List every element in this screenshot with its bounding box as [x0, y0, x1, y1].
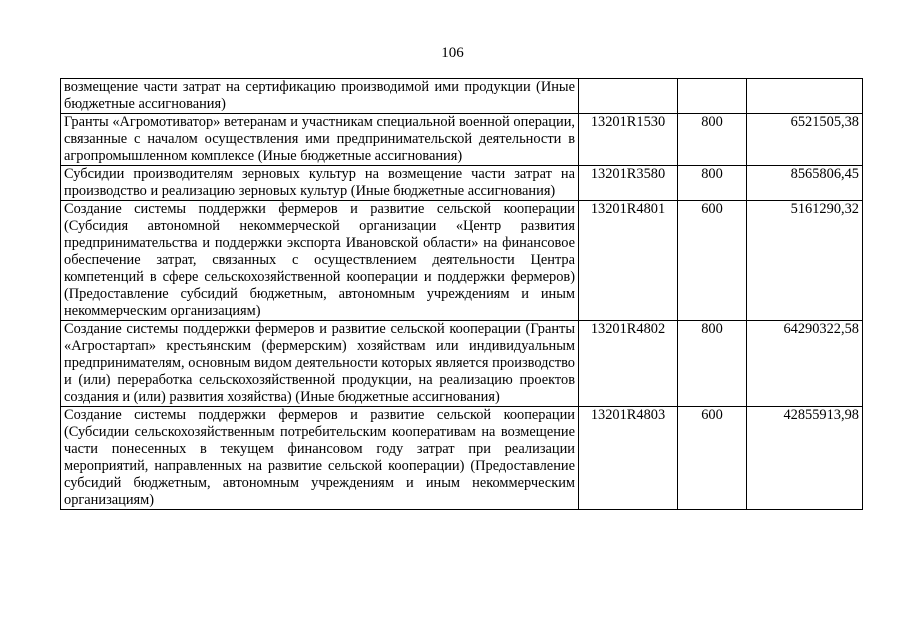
table-row	[61, 79, 863, 114]
table-row	[61, 201, 863, 321]
row-target-code	[579, 79, 678, 114]
row-description: Создание системы поддержки фермеров и развитие сельской кооперации (Субсидия автономной некоммерческой организации «Центр развития предпринимательства и поддержки экспорта Ивановской области» на финансовое обеспечение затрат, связанных с осуществлением деятельности Центра компетенций в сфере сельскохозяйственной кооперации и поддержки фермеров) (Предоставление субсидий бюджетным, автономным учреждениям и иным некоммерческим организациям)	[61, 201, 579, 321]
table-row	[61, 407, 863, 510]
row-amount: 6521505,38	[747, 114, 863, 166]
row-target-code: 13201R1530	[579, 114, 678, 166]
budget-allocation-table	[60, 78, 863, 510]
row-amount	[747, 79, 863, 114]
row-description: Субсидии производителям зерновых культур на возмещение части затрат на производство и реализацию зерновых культур (Иные бюджетные ассигнования)	[61, 166, 579, 201]
row-expense-type: 800	[678, 114, 747, 166]
table-row	[61, 114, 863, 166]
row-amount: 64290322,58	[747, 321, 863, 407]
row-expense-type: 600	[678, 201, 747, 321]
row-expense-type: 600	[678, 407, 747, 510]
table-row	[61, 321, 863, 407]
row-target-code: 13201R3580	[579, 166, 678, 201]
row-expense-type: 800	[678, 166, 747, 201]
row-target-code: 13201R4803	[579, 407, 678, 510]
row-target-code: 13201R4801	[579, 201, 678, 321]
row-description: Гранты «Агромотиватор» ветеранам и участникам специальной военной операции, связанные с началом осуществления ими предпринимательской деятельности в агропромышленном комплексе (Иные бюджетные ассигнования)	[61, 114, 579, 166]
page-number: 106	[441, 45, 464, 61]
row-amount: 5161290,32	[747, 201, 863, 321]
row-target-code: 13201R4802	[579, 321, 678, 407]
row-description: Создание системы поддержки фермеров и развитие сельской кооперации (Гранты «Агростартап» крестьянским (фермерским) хозяйствам или индивидуальным предпринимателям, основным видом деятельности которых является производство и (или) переработка сельскохозяйственной продукции, на реализацию проектов создания и (или) развития хозяйства) (Иные бюджетные ассигнования)	[61, 321, 579, 407]
row-expense-type: 800	[678, 321, 747, 407]
row-amount: 8565806,45	[747, 166, 863, 201]
row-description: Создание системы поддержки фермеров и развитие сельской кооперации (Субсидии сельскохозяйственным потребительским кооперативам на возмещение части понесенных в текущем финансовом году затрат при реализации мероприятий, направленных на развитие сельской кооперации) (Предоставление субсидий бюджетным, автономным учреждениям и иным некоммерческим организациям)	[61, 407, 579, 510]
row-expense-type	[678, 79, 747, 114]
row-amount: 42855913,98	[747, 407, 863, 510]
row-description: возмещение части затрат на сертификацию производимой ими продукции (Иные бюджетные ассигнования)	[61, 79, 579, 114]
table-row	[61, 166, 863, 201]
